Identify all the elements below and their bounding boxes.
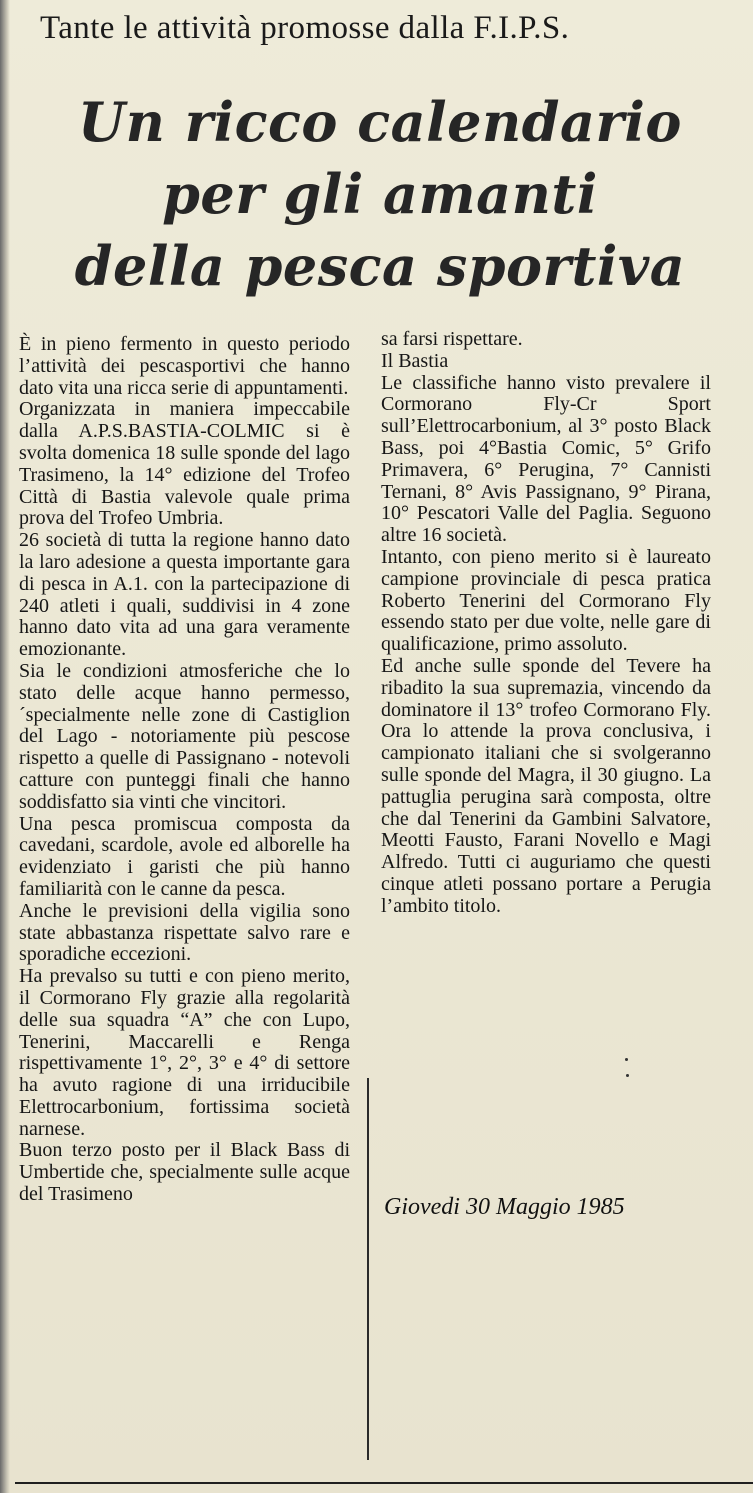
paragraph: Buon terzo posto per il Black Bass di Umbertide che, specialmente sulle acque del Trasimeno <box>19 1139 350 1206</box>
clipping-edge <box>0 0 10 1493</box>
article-column-right <box>381 329 711 918</box>
article-column-left <box>19 334 350 1206</box>
paragraph: Ed anche sulle sponde del Tevere ha ribadito la sua supremazia, vincendo da dominatore il 13° trofeo Cormorano Fly. Ora lo attende la prova conclusiva, i campionato italiani che si svolgeranno sulle sponde del Magra, il 30 giugno. La pattuglia perugina sarà composta, oltre che dal Tenerini da Gambini Salvatore, Meotti Fausto, Farani Novello e Magi Alfredo. Tutti ci auguriamo che questi cinque atleti possano portare a Perugia l’ambito titolo. <box>381 654 711 917</box>
column-divider <box>367 1078 369 1460</box>
section-subhead: Il Bastia <box>381 349 449 372</box>
paragraph: È in pieno fermento in questo periodo l’attività dei pescasportivi che hanno dato vita una ricca serie di appuntamenti. <box>19 333 350 399</box>
paragraph: Anche le previsioni della vigilia sono state abbastanza rispettate salvo rare e sporadiche eccezioni. <box>19 899 350 966</box>
headline-line-3: della pesca sportiva <box>74 234 686 298</box>
print-speck <box>626 1074 629 1077</box>
kicker-headline: Tante le attività promosse dalla F.I.P.S. <box>40 10 570 46</box>
paragraph: Ha prevalso su tutti e con pieno merito, il Cormorano Fly grazie alla regolarità delle sua squadra “A” che con Lupo, Tenerini, Maccarelli e Renga rispettivamente 1°, 2°, 3° e 4° di settore ha avuto ragione di una irriducibile Elettrocarbonium, fortissima società narnese. <box>19 965 350 1140</box>
main-headline <box>30 86 730 302</box>
headline-line-1: Un ricco calendario <box>78 90 682 154</box>
paragraph: 26 società di tutta la regione hanno dato la laro adesione a questa importante gara di pesca in A.1. con la partecipazione di 240 atleti i quali, suddivisi in 4 zone hanno dato vita ad una gara veramente emozionante. <box>19 529 350 661</box>
bottom-rule <box>15 1482 753 1484</box>
paragraph: Intanto, con pieno merito si è laureato campione provinciale di pesca pratica Roberto Tenerini del Cormorano Fly essendo stato per due volte, nelle gare di qualificazione, primo assoluto. <box>381 545 711 656</box>
paragraph: sa farsi rispettare. <box>381 328 523 350</box>
paragraph: Una pesca promiscua composta da cavedani, scardole, avole ed alborelle ha evidenziato i garisti che più hanno familiarità con le canne da pesca. <box>19 812 350 900</box>
paragraph: Sia le condizioni atmosferiche che lo stato delle acque hanno permesso, ´specialmente nelle zone di Castiglion del Lago - notoriamente più pescose rispetto a quelle di Passignano - notevoli catture con punteggi finali che hanno soddisfatto sia vinti che vincitori. <box>19 659 350 813</box>
paragraph: Le classifiche hanno visto prevalere il Cormorano Fly-Cr Sport sull’Elettrocarbonium, al 3° posto Black Bass, poi 4°Bastia Comic, 5° Grifo Primavera, 6° Perugina, 7° Cannisti Ternani, 8° Avis Passignano, 9° Pirana, 10° Pescatori Valle del Paglia. Seguono altre 16 società. <box>381 371 711 547</box>
publication-date: Giovedi 30 Maggio 1985 <box>384 1194 625 1220</box>
headline-line-2: per gli amanti <box>162 162 598 226</box>
print-speck <box>625 1058 628 1061</box>
paragraph: Organizzata in maniera impeccabile dalla A.P.S.BASTIA-COLMIC si è svolta domenica 18 sulle sponde del lago Trasimeno, la 14° edizione del Trofeo Città di Bastia valevole quale prima prova del Trofeo Umbria. <box>19 398 350 530</box>
